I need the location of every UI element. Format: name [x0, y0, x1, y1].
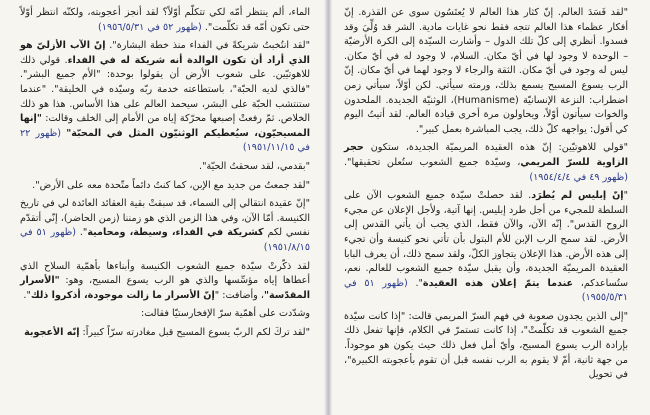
- right-para-4: [344, 310, 628, 383]
- left-para-3-text: "بقدمي، لقد سحقتُ الحيّة".: [199, 160, 310, 172]
- right-para-3-text: . لقد حصلتْ سيّدة جميع الشعوب الآن على السلطة للمجيء من أجل طرد إبليس. إنها آتية، ولأجل الإعلان عن مجيء الروح القدس". إنّه الآن، والآن فقط، الذي يجب أن يأتي القدس إلى الأرض. لقد سمح الرب الإبن للأم البتول بأن تأتي نحو كنيسة وأن تجيء إلى هذه الأرض. هذا الإعلان يتجاوز الكلّ، ولقد سمح ذلك، أن يعرف البابا العقيدة المريميّة الجديدة، وأن يقبل سيّدة جميع الشعوب للعالم. نعم، ستُساعدكم،: [344, 190, 628, 289]
- right-para-2: [344, 141, 628, 185]
- right-para-3-reference: (ظهور ٥١ في ١٩٥٥/٥/٣١): [344, 277, 628, 304]
- right-para-4-text: "إلى الذين يجدون صعوبة في فهم السرّ المريمي قالت: "إذا كانت سيّدة جميع الشعوب قد تكلّمتْ"، إذا كانت تستمرّ في الكلام، فإنها تفعل ذلك بإرادة الرب يسوع المسيح، وأيّ أمل فعل ذلك حيث يكون هو موجوداً. من جهة ثانية، أمّ لا يقوم به الرب نفسه قبل أن تقوم بأعجوبته الكبيرة"، في تحويل: [344, 310, 628, 381]
- left-para-2-reference: (ظهور ٢٢ في ١٩٥١/١١/١٥): [20, 127, 310, 154]
- left-para-1: [20, 6, 310, 35]
- left-para-2-emphasis-2: "إنها المسيحيّون، سيُعطيكم الوثنيّون المثل في المحبّة": [20, 113, 310, 139]
- right-para-2-reference: (ظهور ٤٩ في ١٩٥٤/٤/٤): [529, 171, 628, 183]
- right-page: [330, 0, 650, 415]
- left-para-1-text: الماء، ألم ينتظر أمّه لكي تتكلّم أوّلاً؟ لقد أنجز أعجوبته، ولكنّه انتظر أوّلاً حتى تكون أمّه قد تكلّمت".: [20, 7, 310, 33]
- left-para-2: [20, 39, 310, 156]
- left-para-5-text: "إنّ عقيدة انتقالي إلى السماء، قد سبقتْ بقية العقائد العائدة لي في تاريخ الكنيسة. أمّا الآن، وفي هذا الزمن الذي هو زمننا (زمن الحاضر)، إنّي أتقدّم نفسي لكم: [20, 198, 310, 239]
- left-para-6-emphasis: "الأسرار المقدّسة": [20, 275, 310, 301]
- left-para-6-text-2: ، وأضافت: ": [214, 289, 264, 301]
- left-para-5: "إنّ عقيدة انتقالي إلى السماء، قد سبقتْ بقية العقائد العائدة لي في تاريخ الكنيسة. أمّا الآن، وفي هذا الزمن الذي هو زمننا (زمن الحاضر)، إنّي أتقدّم نفسي لكم كشريكة في الفداء، وسيطة، ومحامية". (ظهور ٥١ في ١٩٥١/٨/١٥): [20, 198, 310, 253]
- left-para-5-reference: (ظهور ٥١ في ١٩٥١/٨/١٥): [20, 227, 310, 253]
- right-para-1-text: "لقد فَسَدَ العالم. إنّ كثار هذا العالم لا يُعتَسُون سوى عن القذرة. إنّ أفكار عظماء هذا العالم تتجه فقط نحو غايات مادية. الشر قد وُلِّيَ وقد فسدوا. أنظري إلى كلّ تلك الدول – وأشارت السيّدة إلى الكرة الأرضيّة – الوحدة لا وجود لها في أيّ مكان. السلام، لا وجود له في أيّ مكان. ليس له وجود في أيّ مكان. الثقة والرجاء لا وجود لهما في أيّ مكان. إنّ الرب يسوع المسيح يسمع بذلك، ورمته سيأتي. لكن أوّلاً، سيأتي زمن اضطراب: النزعة الإنسانيّة (Humanisme)، الوثنيّة الجديدة. الملحدون والخوات سيأتون أوّلاً، ويحاولون مرة أخرى قيادة العالم. لقد أتيتُ اليوم كي أقول: يواجهه كلّ ذلك، يجب المباشرة بعمل كبير".: [344, 7, 628, 135]
- left-para-1-reference: (ظهور ٥٢ في ١٩٥٦/٥/٣١): [98, 21, 202, 33]
- left-para-2-pre: "لقد انتُخبتُ شريكةً في الفداء منذ خطة البشارة".: [105, 40, 310, 52]
- left-para-8: [20, 326, 310, 341]
- left-para-6-emphasis-2: إنّ الأسرار ما زالت موجودة، أذكروا ذلك: [30, 289, 215, 301]
- left-para-4: [20, 179, 310, 194]
- left-para-8-text: "لقد تركَ لكم الربّ يسوع المسيح قبل مغادرته سرّاً كبيراً:: [79, 326, 310, 338]
- right-para-2-text: "قولي للاهوتيّين: إنّ هذه العقيدة المريميّة الجديدة، ستكون: [363, 142, 628, 154]
- left-para-8-emphasis: إنّه الأعجوبة: [24, 326, 80, 338]
- left-para-6-text: لقد ذكّرتْ سيّدة جميع الشعوب الكنيسة وأبناءها بأهمّية السلاح الذي أعطاها إياه مؤسِّسها والذي هو الرب يسوع المسيح، وهو:: [20, 260, 310, 287]
- left-para-6: [20, 260, 310, 304]
- left-para-5-emphasis: كشريكة في الفداء، وسيطة، ومحامية: [87, 227, 264, 239]
- right-para-2-tail: ، وسيّدة جميع الشعوب ستُعلن تحقيقها".: [344, 156, 521, 168]
- left-para-7: [20, 307, 310, 322]
- left-para-2-emphasis: إنّ الآب الأزليّ هو الذي أراد أن تكون الوالدة أنه شريكة له في الفداء: [20, 40, 310, 66]
- left-para-2-text: . قولي ذلك للاهوتيّين. على شعوب الأرض أن يقولوا بوحدة: "الأم جميع البشر". "فالذي لديه الحبّة"، باستطاعته خدمة ربّه وسيّده في الخليقة". "عندما ستنتشب الحبّة على البشر، سيحمد العالم على هذا الأساس. هذا هو ذلك الخلاص. ثمّ رفعتْ إصبعها محرّكة إياه من الأمام إلى الخلف وقالت:: [20, 54, 310, 125]
- left-para-7-text: وشدّدت على أهمّية سرّ الإفخارستيّا فقالت:: [141, 308, 310, 320]
- right-para-3-lead: إنّ إبليس لم يُطرَد: [531, 190, 624, 202]
- right-para-1: [344, 6, 628, 137]
- left-para-3: [20, 160, 310, 175]
- right-para-2-emphasis: حجر الزاوية للسرّ المريمي: [344, 142, 628, 168]
- left-para-4-text: "لقد جمعتُ من جديد مع الإبن، كما كنتُ دائماً متّحدة معه على الأرض".: [32, 179, 310, 191]
- left-para-6-tail: ".: [23, 289, 31, 301]
- right-para-3-emphasis: عندما يتمّ إعلان هذه العقيدة: [422, 277, 574, 289]
- page-gutter: [324, 0, 332, 415]
- right-para-3: "إنّ إبليس لم يُطرَد. لقد حصلتْ سيّدة جميع الشعوب الآن على السلطة للمجيء من أجل طرد إبليس. إنها آتية، ولأجل الإعلان عن مجيء الروح القدس". إنّه الآن، والآن فقط، الذي يجب أن يأتي القدس إلى الأرض. لقد سمح الرب الإبن للأم البتول بأن تأتي نحو كنيسة وأن تجيء إلى هذه الأرض. هذا الإعلان يتجاوز الكلّ، ولقد سمح ذلك، أن يعرف البابا العقيدة المريميّة الجديدة، وأن يقبل سيّدة جميع الشعوب للعالم. نعم، ستُساعدكم، عندما يتمّ إعلان هذه العقيدة". (ظهور ٥١ في ١٩٥٥/٥/٣١): [344, 190, 629, 304]
